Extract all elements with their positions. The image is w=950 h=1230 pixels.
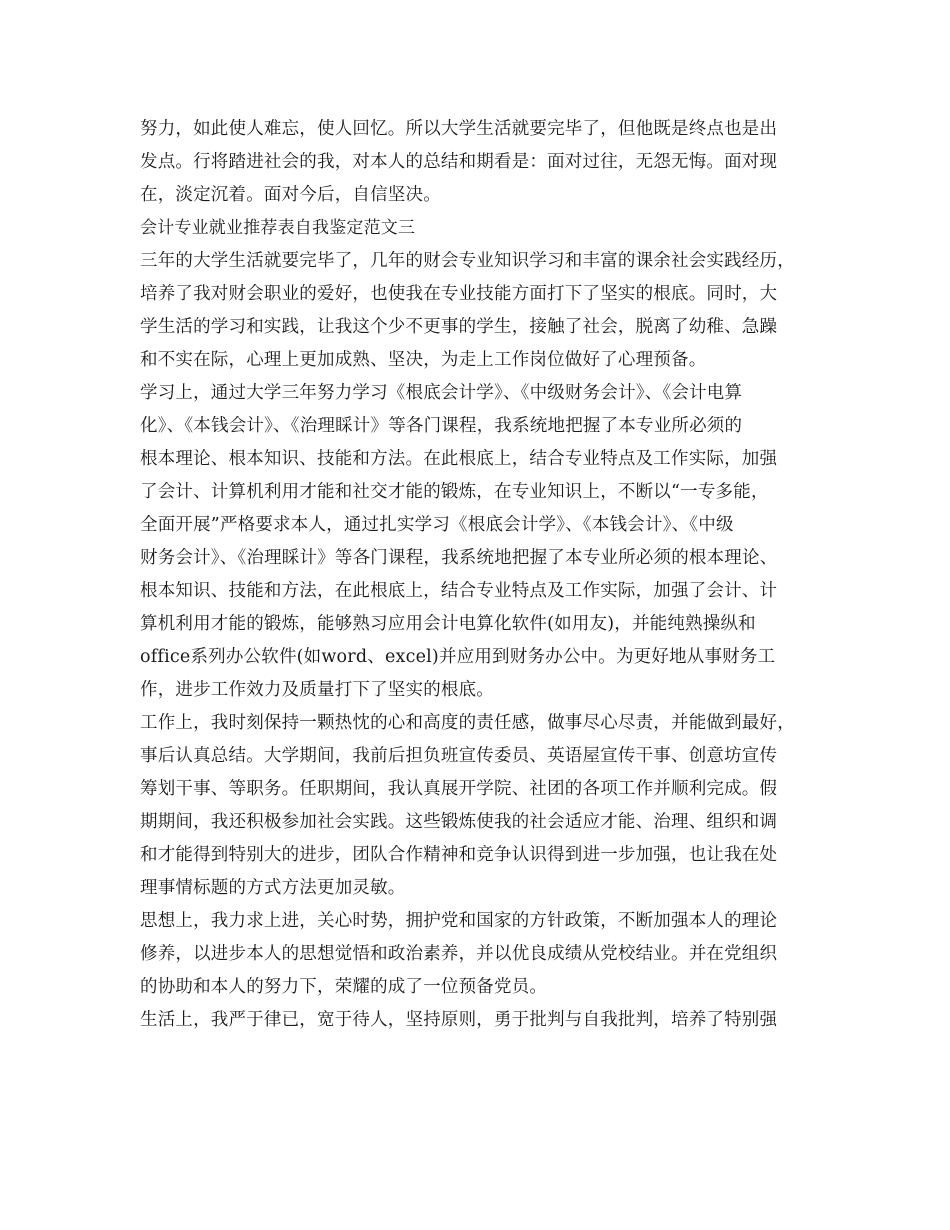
- text-line: 修养，以进步本人的思想觉悟和政治素养，并以优良成绩从党校结业。并在党组织: [140, 944, 778, 964]
- text-line: 思想上，我力求上进，关心时势，拥护党和国家的方针政策，不断加强本人的理论: [140, 911, 778, 931]
- text-line: 化》、《本钱会计》、《治理睬计》等各门课程，我系统地把握了本专业所必须的: [140, 416, 743, 436]
- text-line: 筹划干事、等职务。任职期间，我认真展开学院、社团的各项工作并顺利完成。假: [140, 779, 778, 799]
- text-line: 培养了我对财会职业的爱好，也使我在专业技能方面打下了坚实的根底。同时，大: [140, 284, 778, 304]
- section-heading: 会计专业就业推荐表自我鉴定范文三: [140, 218, 416, 238]
- document-body: [140, 113, 830, 1037]
- text-line: 努力，如此使人难忘，使人回忆。所以大学生活就要完毕了，但他既是终点也是出: [140, 119, 778, 139]
- text-line: 事后认真总结。大学期间，我前后担负班宣传委员、英语屋宣传干事、创意坊宣传: [140, 746, 778, 766]
- text-line: 在，淡定沉着。面对今后，自信坚决。: [140, 185, 441, 205]
- text-line: 和不实在际，心理上更加成熟、坚决，为走上工作岗位做好了心理预备。: [140, 350, 707, 370]
- text-line: 根本知识、技能和方法，在此根底上，结合专业特点及工作实际，加强了会计、计: [140, 581, 778, 601]
- text-line: 理事情标题的方式方法更加灵敏。: [140, 878, 406, 898]
- text-line: 期期间，我还积极参加社会实践。这些锻炼使我的社会适应才能、治理、组织和调: [140, 812, 778, 832]
- text-line: 学生活的学习和实践，让我这个少不更事的学生，接触了社会，脱离了幼稚、急躁: [140, 317, 778, 337]
- text-line: 全面开展”严格要求本人，通过扎实学习《根底会计学》、《本钱会计》、《中级: [140, 515, 734, 535]
- text-line: 根本理论、根本知识、技能和方法。在此根底上，结合专业特点及工作实际，加强: [140, 449, 778, 469]
- text-line: office系列办公软件(如word、excel)并应用到财务办公中。为更好地从事财务工: [140, 647, 776, 667]
- text-line: 的协助和本人的努力下，荣耀的成了一位预备党员。: [140, 977, 548, 997]
- text-line: 发点。行将踏进社会的我，对本人的总结和期看是：面对过往，无怨无悔。面对现: [140, 152, 778, 172]
- text-line: 算机利用才能的锻炼，能够熟习应用会计电算化软件(如用友)，并能纯熟操纵和: [140, 614, 756, 634]
- text-line: 生活上，我严于律已，宽于待人，坚持原则，勇于批判与自我批判，培养了特别强: [140, 1010, 778, 1030]
- text-line: 了会计、计算机利用才能和社交才能的锻炼，在专业知识上，不断以“一专多能，: [140, 482, 769, 502]
- text-line: 作，进步工作效力及质量打下了坚实的根底。: [140, 680, 494, 700]
- text-line: 三年的大学生活就要完毕了，几年的财会专业知识学习和丰富的课余社会实践经历，: [140, 251, 795, 271]
- text-line: 学习上，通过大学三年努力学习《根底会计学》、《中级财务会计》、《会计电算: [140, 383, 743, 403]
- text-line: 和才能得到特别大的进步，团队合作精神和竞争认识得到进一步加强，也让我在处: [140, 845, 778, 865]
- text-line: 工作上，我时刻保持一颗热忱的心和高度的责任感，做事尽心尽责，并能做到最好，: [140, 713, 795, 733]
- text-line: 财务会计》、《治理睬计》等各门课程，我系统地把握了本专业所必须的根本理论、: [140, 548, 778, 568]
